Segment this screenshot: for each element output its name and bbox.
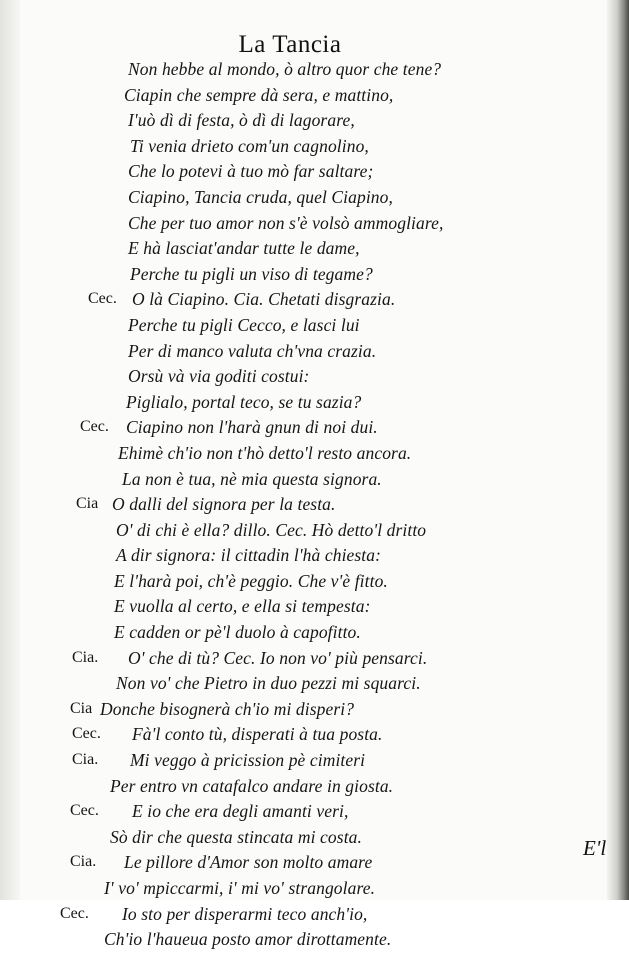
verse-text: Per di manco valuta ch'vna crazia. — [128, 340, 377, 361]
verse-line — [0, 160, 610, 186]
verse-text: Perche tu pigli un viso di tegame? — [130, 263, 373, 284]
verse-line — [0, 340, 610, 366]
verse-text: Ch'io l'haueua posto amor dirottamente. — [104, 929, 392, 950]
verse-line — [0, 595, 610, 621]
verse-text: I'uò dì di festa, ò dì di lagorare, — [128, 110, 355, 131]
verse-line — [0, 723, 610, 749]
verse-line — [0, 877, 610, 903]
verse-text: Mi veggo à pricission pè cimiteri — [130, 750, 366, 771]
verse-text: Piglialo, portal teco, se tu sazia? — [126, 391, 362, 412]
verse-line — [0, 263, 610, 289]
verse-text: E vuolla al certo, e ella si tempesta: — [114, 596, 371, 617]
verse-text: E l'harà poi, ch'è peggio. Che v'è fitto. — [114, 570, 388, 591]
verse-text: A dir signora: il cittadin l'hà chiesta: — [116, 545, 382, 566]
verse-line — [0, 58, 610, 84]
verse-line — [0, 468, 610, 494]
verse-text: Orsù và via goditi costui: — [128, 366, 310, 387]
speaker-label: Cia. — [70, 853, 97, 871]
speaker-label: Cia. — [72, 648, 99, 666]
verse-line — [0, 800, 610, 826]
verse-text: Io sto per disperarmi teco anch'io, — [122, 903, 368, 924]
verse-text: Le pillore d'Amor son molto amare — [124, 852, 373, 873]
verse-text: E io che era degli amanti veri, — [132, 801, 349, 822]
verse-line — [0, 314, 610, 340]
speaker-label: Cia. — [72, 751, 99, 769]
verse-line — [0, 186, 610, 212]
verse-line — [0, 416, 610, 442]
verse-text: I' vo' mpiccarmi, i' mi vo' strangolare. — [104, 878, 376, 898]
verse-text: Per entro vn catafalco andare in giosta. — [110, 775, 394, 796]
catchword: E'l — [583, 836, 607, 860]
speaker-label: Cec. — [70, 802, 99, 820]
verse-line — [0, 544, 610, 570]
verse-line — [0, 647, 610, 673]
verse-text: Ehimè ch'io non t'hò detto'l resto ancora. — [118, 442, 412, 463]
verse-line — [0, 442, 610, 468]
verse-text: Ciapino, Tancia cruda, quel Ciapino, — [128, 186, 393, 207]
verse-text: Non hebbe al mondo, ò altro quor che tene? — [128, 59, 442, 79]
verse-text: Che per tuo amor non s'è volsò ammogliare, — [128, 212, 444, 233]
verse-line — [0, 109, 610, 135]
verse-line — [0, 826, 610, 852]
verse-line — [0, 365, 610, 391]
verse-text: O dalli del signora per la testa. — [112, 494, 336, 515]
verse-line — [0, 519, 610, 545]
verse-text: Sò dir che questa stincata mi costa. — [110, 826, 362, 847]
verse-line — [0, 391, 610, 417]
verse-block — [0, 58, 610, 954]
verse-line — [0, 135, 610, 161]
verse-line — [0, 903, 610, 929]
verse-line — [0, 570, 610, 596]
verse-text: Ti venia drieto com'un cagnolino, — [130, 135, 369, 156]
verse-text: Che lo potevi à tuo mò far saltare; — [128, 161, 374, 182]
verse-line — [0, 237, 610, 263]
verse-text: La non è tua, nè mia questa signora. — [122, 468, 382, 489]
binding-edge — [607, 0, 629, 900]
verse-text: Fà'l conto tù, disperati à tua posta. — [132, 724, 383, 745]
verse-text: O' di chi è ella? dillo. Cec. Hò detto'l dritto — [116, 519, 427, 540]
verse-text: E hà lasciat'andar tutte le dame, — [128, 238, 360, 259]
verse-line — [0, 84, 610, 110]
speaker-label: Cec. — [80, 418, 109, 436]
verse-line — [0, 672, 610, 698]
verse-line — [0, 698, 610, 724]
verse-line — [0, 288, 610, 314]
verse-text: Donche bisognerà ch'io mi disperi? — [100, 698, 355, 719]
speaker-label: Cec. — [88, 290, 117, 308]
verse-text: E cadden or pè'l duolo à capofitto. — [114, 622, 361, 643]
verse-text: Perche tu pigli Cecco, e lasci lui — [128, 314, 360, 335]
verse-text: O là Ciapino. Cia. Chetati disgrazia. — [132, 289, 396, 310]
verse-line — [0, 928, 610, 954]
verse-line — [0, 621, 610, 647]
verse-text: Ciapin che sempre dà sera, e mattino, — [124, 84, 394, 105]
verse-line — [0, 851, 610, 877]
speaker-label: Cia — [76, 495, 99, 513]
verse-line — [0, 749, 610, 775]
speaker-label: Cia — [70, 699, 93, 717]
verse-line — [0, 493, 610, 519]
verse-text: Non vo' che Pietro in duo pezzi mi squarci. — [116, 673, 421, 694]
running-head: La Tancia — [238, 31, 342, 58]
verse-text: Ciapino non l'harà gnun di noi dui. — [126, 417, 378, 438]
speaker-label: Cec. — [60, 904, 89, 922]
verse-text: O' che di tù? Cec. Io non vo' più pensarci. — [128, 647, 428, 668]
verse-line — [0, 212, 610, 238]
verse-line — [0, 775, 610, 801]
speaker-label: Cec. — [72, 725, 101, 743]
